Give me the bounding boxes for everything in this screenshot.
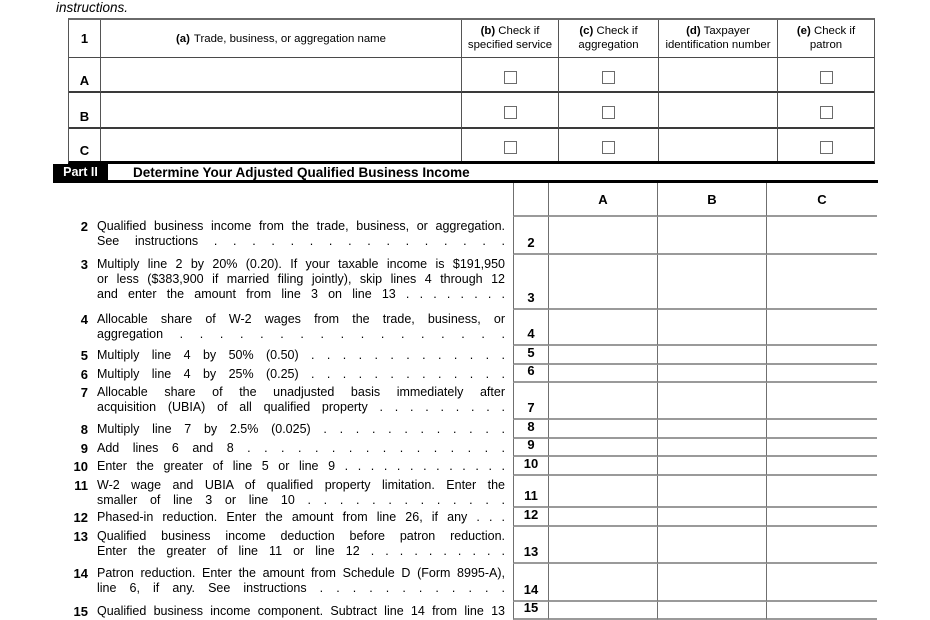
row-b-aggregation-checkbox[interactable] bbox=[602, 106, 615, 119]
line10-number: 10 bbox=[73, 459, 88, 474]
col-e-header: (e) Check if patron bbox=[777, 20, 874, 58]
part2-row-line11: 11 W-2 wage and UBIA of qualified property limitation. Enter the smaller of line 3 or line 10 . . . . . . . . . . . . . 11 bbox=[55, 476, 877, 508]
line10-number-box: 10 bbox=[513, 457, 548, 476]
line9-number-box: 9 bbox=[513, 439, 548, 457]
part2-row-line2: 2 Qualified business income from the trade, business, or aggregation. See instructions . . . . . . . . . . . . . . . . 2 bbox=[55, 217, 877, 255]
row-a-patron-checkbox[interactable] bbox=[820, 71, 833, 84]
line4-text: Allocable share of W-2 wages from the trade, business, or bbox=[97, 312, 505, 326]
line6-number-box: 6 bbox=[513, 365, 548, 383]
line10-amount-a[interactable] bbox=[548, 457, 657, 476]
row-c-checkbox-cell-b bbox=[461, 129, 558, 161]
line6-number: 6 bbox=[80, 367, 88, 382]
part2-number-column-header bbox=[513, 183, 548, 217]
part2-row-line9 bbox=[55, 439, 877, 457]
intro-text: instructions. bbox=[56, 0, 129, 15]
part2-row-line4: 4 Allocable share of W-2 wages from the trade, business, or aggregation . . . . . . . . . . . . . . . . . 4 bbox=[55, 310, 877, 346]
row-a-specified-service-checkbox[interactable] bbox=[504, 71, 517, 84]
part2-label: Part II bbox=[53, 164, 108, 180]
line14-text: Patron reduction. Enter the amount from Schedule D (Form 8995-A), bbox=[97, 566, 505, 580]
part2-row-line13: 13 Qualified business income deduction before patron reduction. Enter the greater of line 11 or line 12 . . . . . . . . . . 13 bbox=[55, 527, 877, 564]
part2-row-line6 bbox=[55, 365, 877, 383]
part2-row-line8 bbox=[55, 420, 877, 439]
row-a-business-name-cell[interactable] bbox=[100, 58, 461, 93]
row-c-patron-checkbox[interactable] bbox=[820, 141, 833, 154]
line11-number-box: 11 bbox=[513, 476, 548, 508]
line1-number: 1 bbox=[69, 20, 100, 58]
line8-number: 8 bbox=[80, 422, 88, 437]
line3-number-box: 3 bbox=[513, 255, 548, 310]
row-c-tin-cell[interactable] bbox=[658, 129, 777, 161]
part1-table bbox=[68, 18, 875, 164]
line12-number-box: 12 bbox=[513, 508, 548, 527]
row-a-checkbox-cell-c bbox=[558, 58, 658, 93]
col-d-header: (d) Taxpayer identification number bbox=[658, 20, 777, 58]
row-a-aggregation-checkbox[interactable] bbox=[602, 71, 615, 84]
line12-amount-b[interactable] bbox=[657, 508, 766, 527]
line13-amount-b[interactable] bbox=[657, 527, 766, 564]
row-a-checkbox-cell-e bbox=[777, 58, 874, 93]
line7-amount-b[interactable] bbox=[657, 383, 766, 420]
row-b-checkbox-cell-e bbox=[777, 93, 874, 129]
line15-amount-a[interactable] bbox=[548, 602, 657, 620]
line14-number: 14 bbox=[73, 566, 88, 581]
line15-number-box: 15 bbox=[513, 602, 548, 620]
line3-number: 3 bbox=[80, 257, 88, 272]
part2-row-line15 bbox=[55, 602, 877, 620]
line6-amount-b[interactable] bbox=[657, 365, 766, 383]
line9-text: Add lines 6 and 8 . . . . . . . . . . . . . . . . bbox=[97, 441, 505, 455]
line2-amount-a[interactable] bbox=[548, 217, 657, 255]
line12-amount-a[interactable] bbox=[548, 508, 657, 527]
row-c-aggregation-checkbox[interactable] bbox=[602, 141, 615, 154]
line12-amount-c[interactable] bbox=[766, 508, 877, 527]
line9-amount-a[interactable] bbox=[548, 439, 657, 457]
line11-text: W-2 wage and UBIA of qualified property limitation. Enter the bbox=[97, 478, 505, 492]
line5-amount-c[interactable] bbox=[766, 346, 877, 365]
col-a-header bbox=[100, 20, 461, 58]
row-a-label: A bbox=[69, 58, 100, 93]
part2-column-header-row bbox=[55, 183, 877, 217]
column-header-c: C bbox=[766, 183, 877, 217]
part2-row-line10 bbox=[55, 457, 877, 476]
line13-amount-a[interactable] bbox=[548, 527, 657, 564]
part2-table bbox=[55, 183, 877, 620]
col-a-prefix: (a) bbox=[176, 32, 190, 45]
line8-amount-a[interactable] bbox=[548, 420, 657, 439]
line14-amount-b[interactable] bbox=[657, 564, 766, 602]
line5-amount-a[interactable] bbox=[548, 346, 657, 365]
line11-number: 11 bbox=[74, 478, 88, 493]
line9-amount-c[interactable] bbox=[766, 439, 877, 457]
line11-amount-a[interactable] bbox=[548, 476, 657, 508]
col-c-prefix: (c) bbox=[579, 25, 594, 37]
line10-text: Enter the greater of line 5 or line 9 . . . . . . . . . . . . . bbox=[97, 459, 505, 473]
line8-number-box: 8 bbox=[513, 420, 548, 439]
line4-amount-a[interactable] bbox=[548, 310, 657, 346]
line7-text: Allocable share of the unadjusted basis immediately after bbox=[97, 385, 505, 399]
row-b-business-name-cell[interactable] bbox=[100, 93, 461, 129]
line10-amount-c[interactable] bbox=[766, 457, 877, 476]
row-b-label: B bbox=[69, 93, 100, 129]
line2-amount-b[interactable] bbox=[657, 217, 766, 255]
column-header-a: A bbox=[548, 183, 657, 217]
row-c-checkbox-cell-e bbox=[777, 129, 874, 161]
line15-number: 15 bbox=[73, 604, 88, 619]
line11-amount-b[interactable] bbox=[657, 476, 766, 508]
line2-number: 2 bbox=[80, 219, 88, 234]
part2-row-line3: 3 Multiply line 2 by 20% (0.20). If your taxable income is $191,950 or less ($383,900 if married filing jointly), skip lines 4 through 12 and enter the amount from line 3 on line 13 . . . . . . . . 3 bbox=[55, 255, 877, 310]
col-b-prefix: (b) bbox=[480, 25, 496, 37]
line2-text: Qualified business income from the trade, business, or aggregation. bbox=[97, 219, 505, 233]
line12-text: Phased-in reduction. Enter the amount from line 26, if any . . . bbox=[97, 510, 505, 524]
col-d-prefix: (d) bbox=[686, 25, 701, 37]
line5-text: Multiply line 4 by 50% (0.50) . . . . . . . . . . . . . bbox=[97, 348, 505, 362]
line3-amount-b[interactable] bbox=[657, 255, 766, 310]
line14-amount-c[interactable] bbox=[766, 564, 877, 602]
row-c-specified-service-checkbox[interactable] bbox=[504, 141, 517, 154]
column-header-b: B bbox=[657, 183, 766, 217]
line4-amount-c[interactable] bbox=[766, 310, 877, 346]
row-c-label: C bbox=[79, 143, 90, 158]
line2-amount-c[interactable] bbox=[766, 217, 877, 255]
part2-title: Determine Your Adjusted Qualified Business Income bbox=[133, 165, 470, 180]
part2-row-line12 bbox=[55, 508, 877, 527]
col-c-header: (c) Check if aggregation bbox=[558, 20, 658, 58]
row-a-checkbox-cell-b bbox=[461, 58, 558, 93]
line9-number: 9 bbox=[80, 441, 88, 456]
line15-text: Qualified business income component. Subtract line 14 from line 13 bbox=[97, 604, 505, 618]
part2-row-line5 bbox=[55, 346, 877, 365]
line3-amount-c[interactable] bbox=[766, 255, 877, 310]
line14-amount-a[interactable] bbox=[548, 564, 657, 602]
line12-number: 12 bbox=[73, 510, 88, 525]
line14-number-box: 14 bbox=[513, 564, 548, 602]
line4-amount-b[interactable] bbox=[657, 310, 766, 346]
row-c-business-name-cell[interactable] bbox=[100, 129, 461, 161]
row-a-tin-cell[interactable] bbox=[658, 58, 777, 93]
line4-number-box: 4 bbox=[513, 310, 548, 346]
line3-amount-a[interactable] bbox=[548, 255, 657, 310]
line10-amount-b[interactable] bbox=[657, 457, 766, 476]
line13-amount-c[interactable] bbox=[766, 527, 877, 564]
line5-number-box: 5 bbox=[513, 346, 548, 365]
line7-number: 7 bbox=[80, 385, 88, 400]
line15-amount-c[interactable] bbox=[766, 602, 877, 620]
line8-amount-b[interactable] bbox=[657, 420, 766, 439]
row-b-patron-checkbox[interactable] bbox=[820, 106, 833, 119]
row-b-tin-cell[interactable] bbox=[658, 93, 777, 129]
col-a-label: Trade, business, or aggregation name bbox=[193, 32, 386, 45]
line8-amount-c[interactable] bbox=[766, 420, 877, 439]
line4-number: 4 bbox=[80, 312, 88, 327]
line6-amount-c[interactable] bbox=[766, 365, 877, 383]
line9-amount-b[interactable] bbox=[657, 439, 766, 457]
row-c-checkbox-cell-c bbox=[558, 129, 658, 161]
line13-number-box: 13 bbox=[513, 527, 548, 564]
line6-amount-a[interactable] bbox=[548, 365, 657, 383]
part2-header-bar bbox=[53, 164, 878, 183]
line7-number-box: 7 bbox=[513, 383, 548, 420]
row-b-checkbox-cell-b bbox=[461, 93, 558, 129]
line11-amount-c[interactable] bbox=[766, 476, 877, 508]
line3-text: Multiply line 2 by 20% (0.20). If your taxable income is $191,950 bbox=[97, 257, 505, 271]
row-b-checkbox-cell-c bbox=[558, 93, 658, 129]
line13-text: Qualified business income deduction before patron reduction. bbox=[97, 529, 505, 543]
line5-amount-b[interactable] bbox=[657, 346, 766, 365]
col-b-header: (b) Check if specified service bbox=[461, 20, 558, 58]
line13-number: 13 bbox=[73, 529, 88, 544]
line2-number-box: 2 bbox=[513, 217, 548, 255]
line7-amount-c[interactable] bbox=[766, 383, 877, 420]
part2-row-line14: 14 Patron reduction. Enter the amount from Schedule D (Form 8995-A), line 6, if any. See instructions . . . . . . . . . . . . 14 bbox=[55, 564, 877, 602]
line7-amount-a[interactable] bbox=[548, 383, 657, 420]
line15-amount-b[interactable] bbox=[657, 602, 766, 620]
line5-number: 5 bbox=[80, 348, 88, 363]
line8-text: Multiply line 7 by 2.5% (0.025) . . . . . . . . . . . . bbox=[97, 422, 505, 436]
line6-text: Multiply line 4 by 25% (0.25) . . . . . . . . . . . . . bbox=[97, 367, 505, 381]
part2-row-line7: 7 Allocable share of the unadjusted basis immediately after acquisition (UBIA) of all qualified property . . . . . . . . . 7 bbox=[55, 383, 877, 420]
col-e-prefix: (e) bbox=[796, 25, 811, 37]
row-b-specified-service-checkbox[interactable] bbox=[504, 106, 517, 119]
